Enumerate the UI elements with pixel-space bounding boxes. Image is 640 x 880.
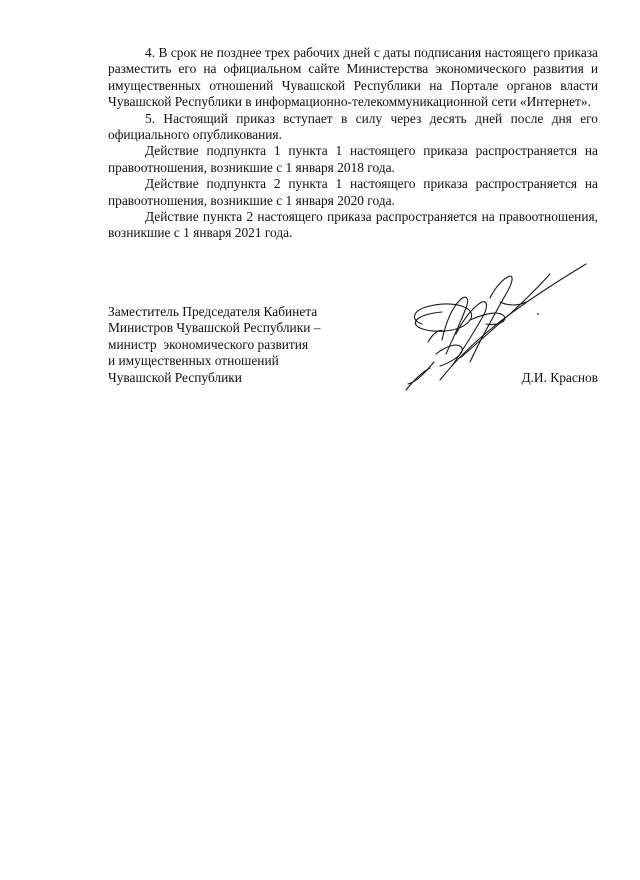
signatory-position-line: Чувашской Республики [108, 369, 242, 385]
paragraph-subitem-1-effect: Действие подпункта 1 пункта 1 настоящего приказа распространяется на правоотношения, возникшие с 1 января 2018 года. [108, 143, 598, 175]
paragraph-subitem-2-effect: Действие подпункта 2 пункта 1 настоящего приказа распространяется на правоотношения, возникшие с 1 января 2020 года. [108, 176, 598, 208]
signatory-position-line: Министров Чувашской Республики – [108, 320, 321, 336]
paragraph-item-5: 5. Настоящий приказ вступает в силу через десять дней после дня его официального опубликования. [108, 110, 598, 143]
signatory-position-line: и имущественных отношений [108, 353, 279, 369]
signatory-name: Д.И. Краснов [521, 370, 598, 385]
signatory-position [108, 304, 408, 386]
paragraph-item-4: 4. В срок не позднее трех рабочих дней с даты подписания настоящего приказа разместить его на официальном сайте Министерства экономического развития и имущественных отношений Чувашской Республики на Портале органов власти Чувашской Республики в информационно-телекоммуникационной сети «Интернет». [108, 45, 598, 110]
document-body [108, 45, 598, 242]
signatory-position-line: министр экономического развития [108, 336, 309, 352]
ink-dot [537, 313, 539, 315]
paragraph-item-2-effect: Действие пункта 2 настоящего приказа распространяется на правоотношения, возникшие с 1 января 2021 года. [108, 209, 598, 241]
signatory-position-line: Заместитель Председателя Кабинета [108, 304, 318, 319]
